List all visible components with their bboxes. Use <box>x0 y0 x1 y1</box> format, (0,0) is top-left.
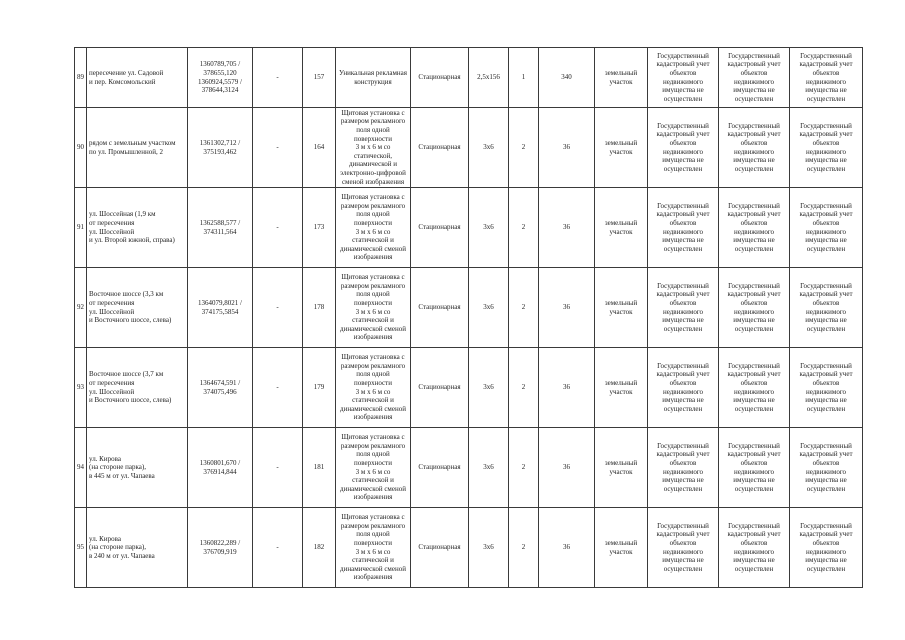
coordinates-cell: 1364674,591 / 374075,496 <box>188 348 253 428</box>
table-row <box>75 268 863 348</box>
coordinates-cell: 1360801,670 / 376914,844 <box>188 428 253 508</box>
structure-id-cell: 157 <box>303 48 336 108</box>
dash-cell: - <box>253 188 303 268</box>
structure-kind-cell: Стационарная <box>411 268 469 348</box>
cadastral-status-cell: Государственный кадастровый учет объектов недвижимого имущества не осуществлен <box>719 428 790 508</box>
structure-type-cell: Щитовая установка с размером рекламного поля одной поверхности 3 м х 6 м со статической и динамической сменой изображения <box>336 508 411 588</box>
cadastral-status-cell: Государственный кадастровый учет объектов недвижимого имущества не осуществлен <box>648 508 719 588</box>
field-size-cell: 3х6 <box>469 428 509 508</box>
cadastral-status-cell: Государственный кадастровый учет объектов недвижимого имущества не осуществлен <box>790 268 863 348</box>
sides-count-cell: 2 <box>509 188 539 268</box>
land-type-cell: земельный участок <box>595 428 648 508</box>
field-size-cell: 3х6 <box>469 348 509 428</box>
address-cell: пересечение ул. Садовой и пер. Комсомольский <box>87 48 188 108</box>
cadastral-status-cell: Государственный кадастровый учет объектов недвижимого имущества не осуществлен <box>719 188 790 268</box>
dash-cell: - <box>253 268 303 348</box>
address-cell: Восточное шоссе (3,3 км от пересечения ул. Шоссейной и Восточного шоссе, слева) <box>87 268 188 348</box>
area-cell: 340 <box>539 48 595 108</box>
address-cell: Восточное шоссе (3,7 км от пересечения ул. Шоссейной и Восточного шоссе, слева) <box>87 348 188 428</box>
table-row <box>75 428 863 508</box>
table-body <box>75 48 863 588</box>
field-size-cell: 3х6 <box>469 188 509 268</box>
land-type-cell: земельный участок <box>595 508 648 588</box>
coordinates-cell: 1362588,577 / 374311,564 <box>188 188 253 268</box>
structure-kind-cell: Стационарная <box>411 188 469 268</box>
area-cell: 36 <box>539 428 595 508</box>
structure-kind-cell: Стационарная <box>411 48 469 108</box>
area-cell: 36 <box>539 348 595 428</box>
land-type-cell: земельный участок <box>595 188 648 268</box>
structure-kind-cell: Стационарная <box>411 508 469 588</box>
cadastral-status-cell: Государственный кадастровый учет объектов недвижимого имущества не осуществлен <box>790 428 863 508</box>
structure-id-cell: 179 <box>303 348 336 428</box>
table-row <box>75 188 863 268</box>
field-size-cell: 3х6 <box>469 108 509 188</box>
cadastral-status-cell: Государственный кадастровый учет объектов недвижимого имущества не осуществлен <box>790 188 863 268</box>
field-size-cell: 3х6 <box>469 508 509 588</box>
cadastral-status-cell: Государственный кадастровый учет объектов недвижимого имущества не осуществлен <box>719 108 790 188</box>
cadastral-status-cell: Государственный кадастровый учет объектов недвижимого имущества не осуществлен <box>719 348 790 428</box>
coordinates-cell: 1360789,705 / 378655,120 1360924,5579 / 378644,3124 <box>188 48 253 108</box>
row-number: 93 <box>75 348 87 428</box>
cadastral-status-cell: Государственный кадастровый учет объектов недвижимого имущества не осуществлен <box>648 188 719 268</box>
table-row <box>75 508 863 588</box>
structure-type-cell: Уникальная рекламная конструкция <box>336 48 411 108</box>
cadastral-status-cell: Государственный кадастровый учет объектов недвижимого имущества не осуществлен <box>648 268 719 348</box>
structure-kind-cell: Стационарная <box>411 428 469 508</box>
table-row <box>75 348 863 428</box>
address-cell: ул. Кирова (на стороне парка), в 445 м от ул. Чапаева <box>87 428 188 508</box>
area-cell: 36 <box>539 508 595 588</box>
table-row <box>75 48 863 108</box>
cadastral-status-cell: Государственный кадастровый учет объектов недвижимого имущества не осуществлен <box>648 108 719 188</box>
cadastral-status-cell: Государственный кадастровый учет объектов недвижимого имущества не осуществлен <box>719 508 790 588</box>
advertising-structures-table <box>74 47 863 588</box>
field-size-cell: 3х6 <box>469 268 509 348</box>
sides-count-cell: 2 <box>509 348 539 428</box>
table-row <box>75 108 863 188</box>
cadastral-status-cell: Государственный кадастровый учет объектов недвижимого имущества не осуществлен <box>790 108 863 188</box>
row-number: 89 <box>75 48 87 108</box>
sides-count-cell: 2 <box>509 508 539 588</box>
sides-count-cell: 1 <box>509 48 539 108</box>
row-number: 91 <box>75 188 87 268</box>
dash-cell: - <box>253 348 303 428</box>
address-cell: рядом с земельным участком по ул. Промышленной, 2 <box>87 108 188 188</box>
cadastral-status-cell: Государственный кадастровый учет объектов недвижимого имущества не осуществлен <box>719 48 790 108</box>
structure-kind-cell: Стационарная <box>411 348 469 428</box>
address-cell: ул. Кирова (на стороне парка), в 240 м от ул. Чапаева <box>87 508 188 588</box>
row-number: 90 <box>75 108 87 188</box>
field-size-cell: 2,5х156 <box>469 48 509 108</box>
coordinates-cell: 1364079,8021 / 374175,5854 <box>188 268 253 348</box>
row-number: 92 <box>75 268 87 348</box>
address-cell: ул. Шоссейная (1,9 км от пересечения ул. Шоссейной и ул. Второй южной, справа) <box>87 188 188 268</box>
dash-cell: - <box>253 108 303 188</box>
row-number: 95 <box>75 508 87 588</box>
land-type-cell: земельный участок <box>595 268 648 348</box>
row-number: 94 <box>75 428 87 508</box>
structure-id-cell: 181 <box>303 428 336 508</box>
dash-cell: - <box>253 428 303 508</box>
structure-id-cell: 182 <box>303 508 336 588</box>
sides-count-cell: 2 <box>509 108 539 188</box>
cadastral-status-cell: Государственный кадастровый учет объектов недвижимого имущества не осуществлен <box>790 508 863 588</box>
land-type-cell: земельный участок <box>595 48 648 108</box>
structure-type-cell: Щитовая установка с размером рекламного поля одной поверхности 3 м х 6 м со статической и динамической сменой изображения <box>336 348 411 428</box>
cadastral-status-cell: Государственный кадастровый учет объектов недвижимого имущества не осуществлен <box>790 48 863 108</box>
area-cell: 36 <box>539 108 595 188</box>
dash-cell: - <box>253 48 303 108</box>
sides-count-cell: 2 <box>509 268 539 348</box>
land-type-cell: земельный участок <box>595 108 648 188</box>
structure-id-cell: 173 <box>303 188 336 268</box>
coordinates-cell: 1361302,712 / 375193,462 <box>188 108 253 188</box>
dash-cell: - <box>253 508 303 588</box>
area-cell: 36 <box>539 188 595 268</box>
sides-count-cell: 2 <box>509 428 539 508</box>
structure-type-cell: Щитовая установка с размером рекламного поля одной поверхности 3 м х 6 м со статической, динамической и электронно-цифровой сменой изображения <box>336 108 411 188</box>
area-cell: 36 <box>539 268 595 348</box>
structure-type-cell: Щитовая установка с размером рекламного поля одной поверхности 3 м х 6 м со статической и динамической сменой изображения <box>336 188 411 268</box>
structure-kind-cell: Стационарная <box>411 108 469 188</box>
coordinates-cell: 1360822,289 / 376709,919 <box>188 508 253 588</box>
cadastral-status-cell: Государственный кадастровый учет объектов недвижимого имущества не осуществлен <box>648 348 719 428</box>
cadastral-status-cell: Государственный кадастровый учет объектов недвижимого имущества не осуществлен <box>648 428 719 508</box>
structure-type-cell: Щитовая установка с размером рекламного поля одной поверхности 3 м х 6 м со статической и динамической сменой изображения <box>336 428 411 508</box>
land-type-cell: земельный участок <box>595 348 648 428</box>
structure-type-cell: Щитовая установка с размером рекламного поля одной поверхности 3 м х 6 м со статической и динамической сменой изображения <box>336 268 411 348</box>
cadastral-status-cell: Государственный кадастровый учет объектов недвижимого имущества не осуществлен <box>790 348 863 428</box>
structure-id-cell: 164 <box>303 108 336 188</box>
cadastral-status-cell: Государственный кадастровый учет объектов недвижимого имущества не осуществлен <box>648 48 719 108</box>
structure-id-cell: 178 <box>303 268 336 348</box>
cadastral-status-cell: Государственный кадастровый учет объектов недвижимого имущества не осуществлен <box>719 268 790 348</box>
